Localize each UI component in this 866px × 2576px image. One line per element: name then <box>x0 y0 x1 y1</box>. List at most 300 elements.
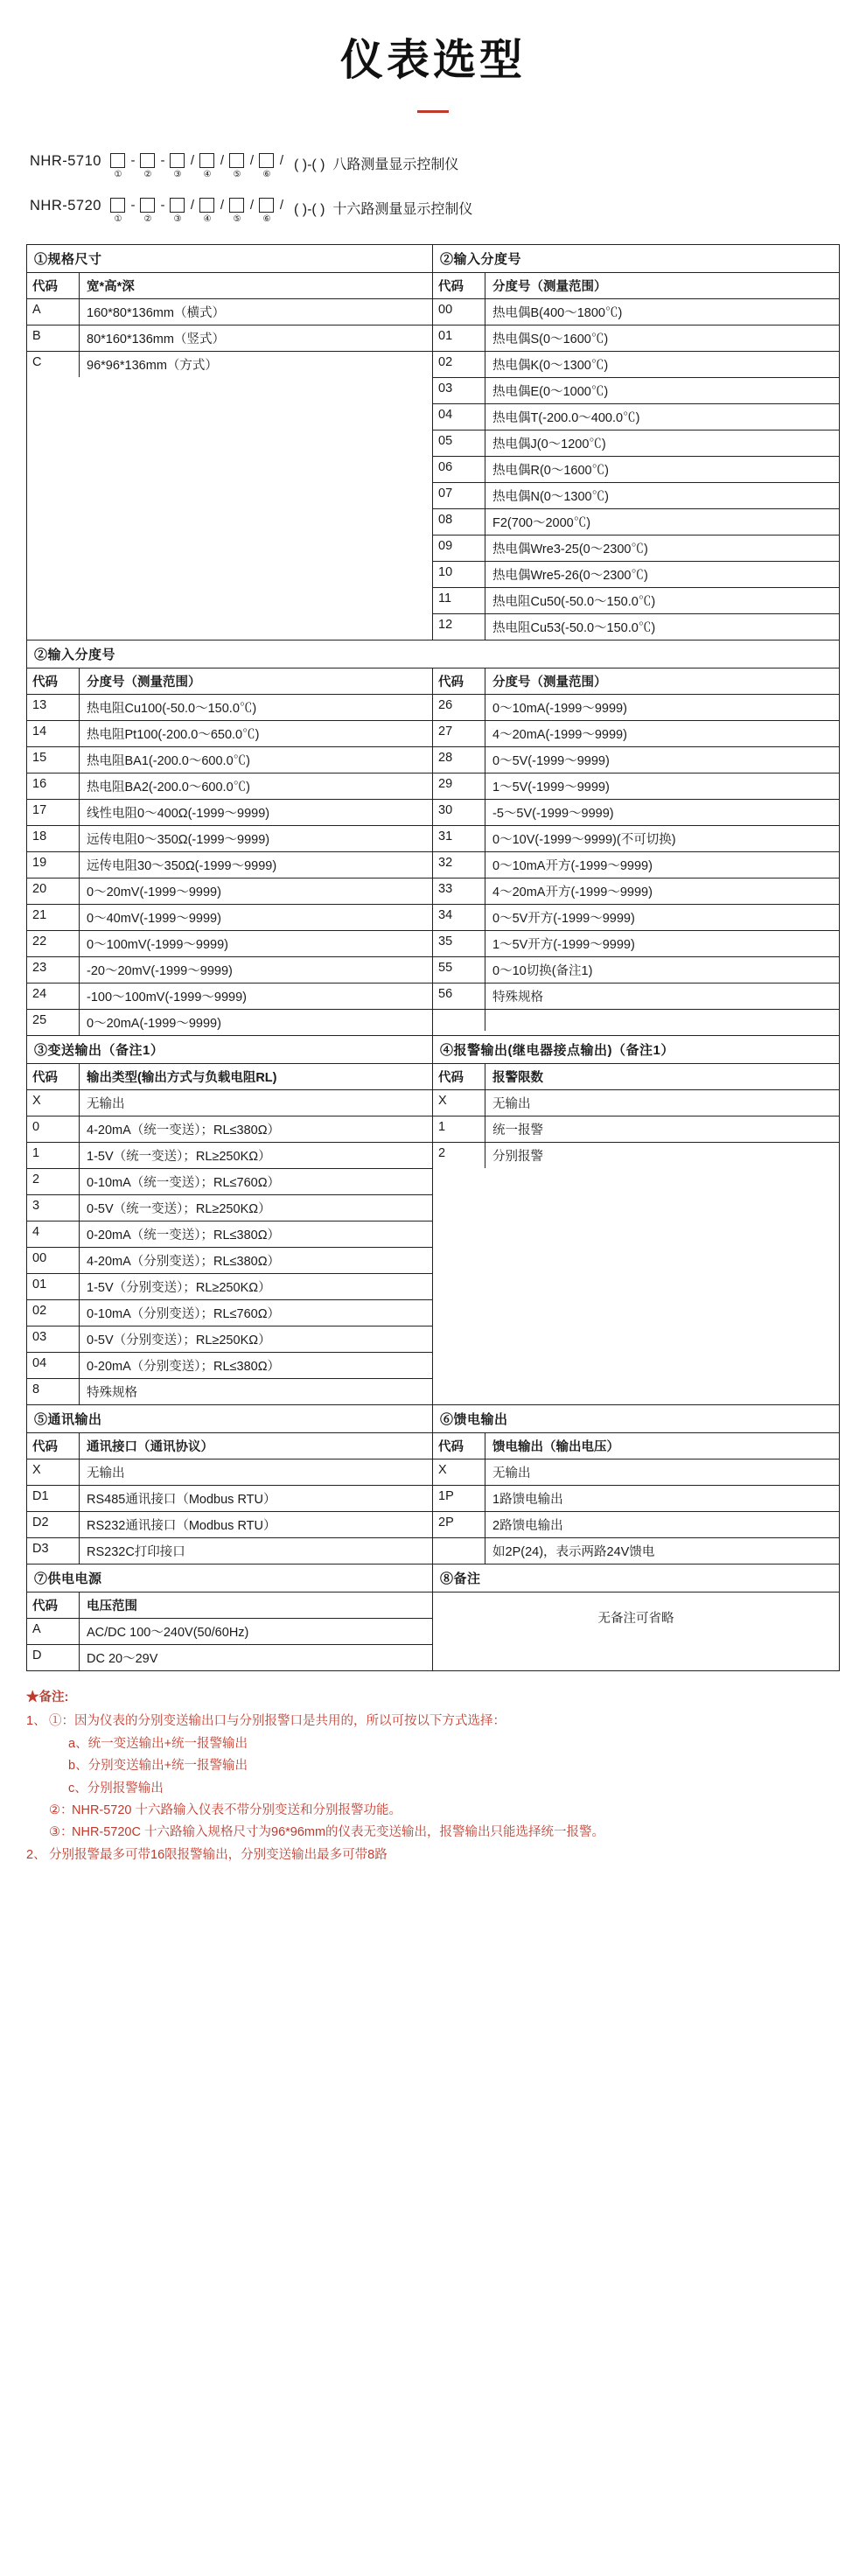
table-row <box>27 1460 432 1486</box>
cell-desc: AC/DC 100～240V(50/60Hz) <box>87 1626 249 1640</box>
cell-code: B <box>27 326 80 351</box>
note-sub: b、分别变送输出+统一报警输出 <box>68 1759 248 1774</box>
section-header: ③变送输出（备注1） <box>27 1036 432 1064</box>
table-row <box>433 695 839 721</box>
cell-code <box>433 1010 485 1031</box>
code-index: ② <box>143 214 152 224</box>
code-index: ① <box>114 214 122 224</box>
table-row <box>27 826 432 852</box>
model-name: NHR-5710 <box>30 153 101 169</box>
code-separator <box>217 150 227 180</box>
table-row-empty <box>433 1010 839 1031</box>
section-power-remark <box>27 1564 839 1670</box>
code-box[interactable] <box>140 198 155 213</box>
cell-desc: 4-20mA（分别变送）；RL≤380Ω） <box>87 1255 281 1269</box>
cell-code: 19 <box>27 852 80 878</box>
header-code: 代码 <box>27 1064 80 1089</box>
code-box[interactable] <box>229 198 244 213</box>
cell-desc: 0-10mA（统一变送）；RL≤760Ω） <box>87 1176 281 1190</box>
cell-code: 18 <box>27 826 80 851</box>
cell-code: 35 <box>433 931 485 956</box>
separator-glyph: - <box>130 153 136 168</box>
cell-desc: 热电偶E(0～1000℃) <box>492 385 609 399</box>
cell-code: 04 <box>27 1353 80 1378</box>
code-box[interactable] <box>259 198 274 213</box>
code-separator <box>128 194 138 225</box>
cell-desc: -100～100mV(-1999～9999) <box>87 990 247 1004</box>
table-row <box>27 774 432 800</box>
cell-desc: 0～20mA(-1999～9999) <box>87 1017 221 1031</box>
suffix-dash: - <box>307 202 312 217</box>
cell-code: 21 <box>27 905 80 930</box>
cell-code: 23 <box>27 957 80 983</box>
table-row <box>27 1143 432 1169</box>
cell-desc: 80*160*136mm（竖式） <box>87 332 225 346</box>
table-row <box>27 1274 432 1300</box>
cell-code: 3 <box>27 1195 80 1221</box>
table-row <box>433 562 839 588</box>
table-transmit <box>27 1036 433 1404</box>
cell-code: 0 <box>27 1116 80 1142</box>
code-box[interactable] <box>229 153 244 168</box>
model-row <box>30 194 866 225</box>
cell-code: D2 <box>27 1512 80 1537</box>
model-code-boxes <box>108 150 287 180</box>
table-size <box>27 245 433 640</box>
separator-glyph: / <box>190 153 195 168</box>
table-row <box>27 352 432 377</box>
model-row <box>30 150 866 180</box>
table-row <box>433 1143 839 1168</box>
header-code: 代码 <box>27 273 80 298</box>
table-row <box>27 800 432 826</box>
cell-code: 1 <box>27 1143 80 1168</box>
cell-code: A <box>27 1619 80 1644</box>
cell-desc: 热电偶T(-200.0～400.0℃) <box>492 411 640 425</box>
header-desc: 通讯接口（通讯协议） <box>87 1440 213 1454</box>
cell-desc: RS485通讯接口（Modbus RTU） <box>87 1493 276 1507</box>
code-index: ⑥ <box>262 170 271 179</box>
cell-code: 09 <box>433 536 485 561</box>
cell-desc: 0～20mV(-1999～9999) <box>87 886 221 900</box>
code-cell <box>198 194 217 224</box>
code-box[interactable] <box>170 198 185 213</box>
cell-desc: 热电阻Pt100(-200.0～650.0℃) <box>87 728 260 742</box>
model-suffix <box>294 150 458 173</box>
table-row <box>27 1090 432 1116</box>
table-row <box>27 1195 432 1222</box>
header-code: 代码 <box>433 273 485 298</box>
header-code: 代码 <box>433 1433 485 1459</box>
table-header-row <box>27 273 432 299</box>
cell-code: D1 <box>27 1486 80 1511</box>
header-desc: 输出类型(输出方式与负载电阻RL) <box>87 1071 277 1085</box>
table-input-second <box>27 640 839 1035</box>
cell-code: 00 <box>433 299 485 325</box>
note-number: 2、 <box>26 1847 46 1862</box>
table-row <box>27 721 432 747</box>
cell-code: 4 <box>27 1222 80 1247</box>
section-header: ④报警输出(继电器接点输出)（备注1） <box>433 1036 839 1064</box>
paren-8[interactable]: ( ) <box>311 202 325 217</box>
cell-code: 25 <box>27 1010 80 1035</box>
table-row <box>27 931 432 957</box>
cell-code: 31 <box>433 826 485 851</box>
cell-code: 02 <box>27 1300 80 1326</box>
code-separator <box>187 194 198 225</box>
cell-code: D <box>27 1645 80 1670</box>
cell-desc: 1-5V（分别变送）；RL≥250KΩ） <box>87 1281 271 1295</box>
code-cell <box>227 150 247 179</box>
cell-code: 02 <box>433 352 485 377</box>
code-cell <box>227 194 247 224</box>
section-header: ①规格尺寸 <box>27 245 432 273</box>
table-row <box>433 509 839 536</box>
table-row <box>27 1645 432 1670</box>
notes-title: ★备注: <box>26 1690 69 1704</box>
separator-glyph: / <box>279 153 284 168</box>
table-row <box>27 326 432 352</box>
cell-desc: 2路馈电输出 <box>492 1519 563 1533</box>
cell-code: 26 <box>433 695 485 720</box>
table-row <box>27 1619 432 1645</box>
code-separator <box>276 194 287 225</box>
code-separator <box>157 150 168 180</box>
section-header: ②输入分度号 <box>433 245 839 273</box>
table-row <box>27 1379 432 1404</box>
table-header-row <box>433 1064 839 1090</box>
cell-desc: 0～5V(-1999～9999) <box>492 754 610 768</box>
note-extra-text: NHR-5720C 十六路输入规格尺寸为96*96mm的仪表无变送输出，报警输出只能选择统一报警。 <box>72 1825 605 1840</box>
table-row <box>27 1222 432 1248</box>
cell-code: 03 <box>433 378 485 403</box>
cell-desc: 热电阻Cu50(-50.0～150.0℃) <box>492 595 656 609</box>
cell-code: 14 <box>27 721 80 746</box>
header-desc: 分度号（测量范围） <box>492 280 607 294</box>
header-code: 代码 <box>27 1433 80 1459</box>
spec-tables <box>26 244 840 1671</box>
cell-code: X <box>433 1090 485 1116</box>
header-code: 代码 <box>433 668 485 694</box>
model-name: NHR-5720 <box>30 198 101 214</box>
table-row <box>433 352 839 378</box>
code-cell <box>138 150 157 179</box>
cell-desc: 1～5V开方(-1999～9999) <box>492 938 635 952</box>
cell-desc: 特殊规格 <box>492 990 543 1004</box>
code-cell <box>138 194 157 224</box>
table-row <box>433 774 839 800</box>
table-row <box>433 1512 839 1538</box>
cell-code: 27 <box>433 721 485 746</box>
section-header: ⑤通讯输出 <box>27 1405 432 1433</box>
cell-code: X <box>27 1090 80 1116</box>
separator-glyph: / <box>190 198 195 213</box>
note-extra-text: NHR-5720 十六路输入仪表不带分别变送和分别报警功能。 <box>72 1802 402 1817</box>
code-separator <box>276 150 287 180</box>
code-cell <box>108 150 128 179</box>
table-header-row <box>27 1064 432 1090</box>
cell-code: 30 <box>433 800 485 825</box>
cell-desc: 无输出 <box>492 1097 531 1111</box>
cell-code: 20 <box>27 878 80 904</box>
table-comm <box>27 1405 433 1564</box>
table-remark <box>433 1564 839 1670</box>
table-row <box>27 1486 432 1512</box>
table-row <box>27 852 432 878</box>
cell-code: 01 <box>433 326 485 351</box>
table-header-row <box>433 1433 839 1460</box>
cell-code: 06 <box>433 457 485 482</box>
paren-8[interactable]: ( ) <box>311 158 325 172</box>
table-row <box>27 1116 432 1143</box>
code-box[interactable] <box>259 153 274 168</box>
code-index: ⑤ <box>233 170 241 179</box>
table-row <box>27 299 432 326</box>
code-box[interactable] <box>199 198 214 213</box>
cell-code: 04 <box>433 404 485 430</box>
code-index: ④ <box>203 214 212 224</box>
code-box[interactable] <box>170 153 185 168</box>
code-box[interactable] <box>110 153 125 168</box>
table-row <box>27 984 432 1010</box>
cell-desc: 特殊规格 <box>87 1386 137 1400</box>
header-desc: 馈电输出（输出电压） <box>492 1440 619 1454</box>
cell-desc: 分别报警 <box>492 1150 543 1164</box>
cell-code: 11 <box>433 588 485 613</box>
section-comm-feed <box>27 1405 839 1564</box>
cell-desc: 0-5V（统一变送）；RL≥250KΩ） <box>87 1202 271 1216</box>
cell-desc: 0～10切换(备注1) <box>492 964 593 978</box>
cell-desc: 统一报警 <box>492 1124 543 1138</box>
table-row <box>433 588 839 614</box>
cell-desc: 如2P(24)，表示两路24V馈电 <box>492 1545 655 1559</box>
cell-desc: 热电阻BA2(-200.0～600.0℃) <box>87 780 250 794</box>
cell-code: 07 <box>433 483 485 508</box>
note-sub: a、统一变送输出+统一报警输出 <box>68 1736 248 1751</box>
cell-code: 1P <box>433 1486 485 1511</box>
section-transmit-alarm <box>27 1036 839 1405</box>
cell-desc: 热电偶R(0～1600℃) <box>492 464 609 478</box>
code-index: ④ <box>203 170 212 179</box>
table-row <box>433 826 839 852</box>
cell-desc: 热电偶Wre5-26(0～2300℃) <box>492 569 648 583</box>
table-row <box>433 1090 839 1116</box>
table-header-row <box>433 668 839 695</box>
cell-code <box>433 1538 485 1564</box>
cell-desc: 0-10mA（分别变送）；RL≤760Ω） <box>87 1307 281 1321</box>
cell-desc: 0-20mA（统一变送）；RL≤380Ω） <box>87 1228 281 1242</box>
cell-desc: -20～20mV(-1999～9999) <box>87 964 233 978</box>
separator-glyph: - <box>160 198 165 213</box>
cell-desc: 热电偶J(0～1200℃) <box>492 438 606 452</box>
table-row <box>433 536 839 562</box>
cell-desc: 热电偶B(400～1800℃) <box>492 306 623 320</box>
table-row <box>27 1300 432 1326</box>
cell-code: 28 <box>433 747 485 773</box>
code-box[interactable] <box>110 198 125 213</box>
table-row <box>433 984 839 1010</box>
table-row <box>27 1326 432 1353</box>
note-item <box>26 1711 840 1844</box>
table-row <box>27 695 432 721</box>
model-suffix <box>294 194 472 218</box>
code-index: ⑥ <box>262 214 271 224</box>
note-body <box>49 1711 840 1844</box>
cell-code: 16 <box>27 774 80 799</box>
code-separator <box>247 150 257 180</box>
paren-7[interactable]: ( ) <box>293 158 308 172</box>
cell-code: 32 <box>433 852 485 878</box>
table-row <box>433 457 839 483</box>
cell-code: 05 <box>433 430 485 456</box>
cell-code: 22 <box>27 931 80 956</box>
code-cell <box>198 150 217 179</box>
table-row <box>27 905 432 931</box>
table-row <box>433 747 839 774</box>
table-row <box>27 1248 432 1274</box>
code-separator <box>157 194 168 225</box>
code-box[interactable] <box>199 153 214 168</box>
cell-desc: RS232C打印接口 <box>87 1545 185 1559</box>
table-row <box>433 878 839 905</box>
model-description: 十六路测量显示控制仪 <box>332 202 473 217</box>
table-row <box>27 1169 432 1195</box>
cell-code: 29 <box>433 774 485 799</box>
cell-desc: F2(700～2000℃) <box>492 516 591 530</box>
table-row <box>433 800 839 826</box>
code-cell <box>108 194 128 224</box>
cell-desc: 热电偶Wre3-25(0～2300℃) <box>492 542 648 556</box>
code-index: ① <box>114 170 122 179</box>
cell-code: 1 <box>433 1116 485 1142</box>
header-code: 代码 <box>27 668 80 694</box>
cell-code: 13 <box>27 695 80 720</box>
section-header: ②输入分度号 <box>27 640 839 668</box>
code-cell <box>257 150 276 179</box>
table-feed <box>433 1405 839 1564</box>
table-row <box>433 404 839 430</box>
table-row <box>433 614 839 640</box>
separator-glyph: - <box>160 153 165 168</box>
separator-glyph: / <box>220 153 225 168</box>
cell-code: 08 <box>433 509 485 535</box>
separator-glyph: / <box>249 198 255 213</box>
table-row <box>27 1010 432 1035</box>
cell-desc: 热电阻Cu100(-50.0～150.0℃) <box>87 702 257 716</box>
table-alarm <box>433 1036 839 1404</box>
code-separator <box>217 194 227 225</box>
paren-7[interactable]: ( ) <box>293 202 308 217</box>
table-row <box>433 299 839 326</box>
cell-code: 55 <box>433 957 485 983</box>
note-number: 1、 <box>26 1714 46 1729</box>
cell-desc: 0～5V开方(-1999～9999) <box>492 912 635 926</box>
cell-desc: 4-20mA（统一变送）；RL≤380Ω） <box>87 1124 281 1138</box>
code-index: ⑤ <box>233 214 241 224</box>
note-sub: c、分别报警输出 <box>68 1781 164 1796</box>
table-row <box>433 1116 839 1143</box>
cell-desc: 无输出 <box>87 1097 125 1111</box>
note-extra <box>49 1822 840 1844</box>
cell-code: 2 <box>433 1143 485 1168</box>
input-right-column <box>433 668 839 1035</box>
cell-code: 10 <box>433 562 485 587</box>
table-row <box>433 957 839 984</box>
note-extra-number: ②： <box>49 1802 73 1817</box>
table-power <box>27 1564 433 1670</box>
cell-desc: DC 20～29V <box>87 1652 158 1666</box>
table-header-row <box>27 1433 432 1460</box>
cell-code: 00 <box>27 1248 80 1273</box>
cell-code: 24 <box>27 984 80 1009</box>
header-code: 代码 <box>433 1064 485 1089</box>
table-row <box>433 931 839 957</box>
separator-glyph: / <box>279 198 284 213</box>
cell-desc: RS232通讯接口（Modbus RTU） <box>87 1519 276 1533</box>
code-separator <box>128 150 138 180</box>
note-head: 分别报警最多可带16限报警输出，分别变送输出最多可带8路 <box>49 1847 388 1862</box>
cell-desc: 线性电阻0～400Ω(-1999～9999) <box>87 807 270 821</box>
table-row <box>27 747 432 774</box>
cell-desc: 热电偶N(0～1300℃) <box>492 490 609 504</box>
note-head: ①：因为仪表的分别变送输出口与分别报警口是共用的，所以可按以下方式选择： <box>49 1714 506 1729</box>
cell-code: 2P <box>433 1512 485 1537</box>
cell-desc: 1～5V(-1999～9999) <box>492 780 610 794</box>
table-row <box>433 905 839 931</box>
cell-desc: 0～10mA(-1999～9999) <box>492 702 627 716</box>
code-index: ② <box>143 170 152 179</box>
cell-desc: 160*80*136mm（横式） <box>87 306 225 320</box>
cell-desc: 热电偶K(0～1300℃) <box>492 359 609 373</box>
cell-desc: 96*96*136mm（方式） <box>87 359 218 373</box>
cell-code: 15 <box>27 747 80 773</box>
model-code-boxes <box>108 194 287 225</box>
cell-code: 12 <box>433 614 485 640</box>
cell-code: 8 <box>27 1379 80 1404</box>
code-box[interactable] <box>140 153 155 168</box>
cell-code: C <box>27 352 80 377</box>
table-row <box>27 1512 432 1538</box>
cell-code: 03 <box>27 1326 80 1352</box>
cell-desc: 0～10mA开方(-1999～9999) <box>492 859 653 873</box>
table-row <box>27 878 432 905</box>
cell-code: 56 <box>433 984 485 1009</box>
code-index: ③ <box>173 170 182 179</box>
cell-desc: 0-20mA（分别变送）；RL≤380Ω） <box>87 1360 281 1374</box>
cell-code: 17 <box>27 800 80 825</box>
section-header: ⑥馈电输出 <box>433 1405 839 1433</box>
code-separator <box>187 150 198 180</box>
note-body <box>49 1844 840 1866</box>
table-row <box>433 378 839 404</box>
table-row <box>27 1538 432 1564</box>
table-row <box>27 1353 432 1379</box>
code-cell <box>168 150 187 179</box>
cell-desc: 0～100mV(-1999～9999) <box>87 938 229 952</box>
cell-desc: 1-5V（统一变送）；RL≥250KΩ） <box>87 1150 271 1164</box>
table-header-row <box>27 1592 432 1619</box>
table-row <box>433 1538 839 1564</box>
header-desc: 电压范围 <box>87 1600 137 1614</box>
suffix-dash: - <box>307 158 312 172</box>
section-input-continued <box>27 640 839 1036</box>
code-cell <box>168 194 187 224</box>
table-header-row <box>27 668 432 695</box>
cell-desc: 0-5V（分别变送）；RL≥250KΩ） <box>87 1334 271 1348</box>
cell-desc: 0～40mV(-1999～9999) <box>87 912 221 926</box>
separator-glyph: / <box>249 153 255 168</box>
cell-desc: 0～10V(-1999～9999)(不可切换) <box>492 833 676 847</box>
